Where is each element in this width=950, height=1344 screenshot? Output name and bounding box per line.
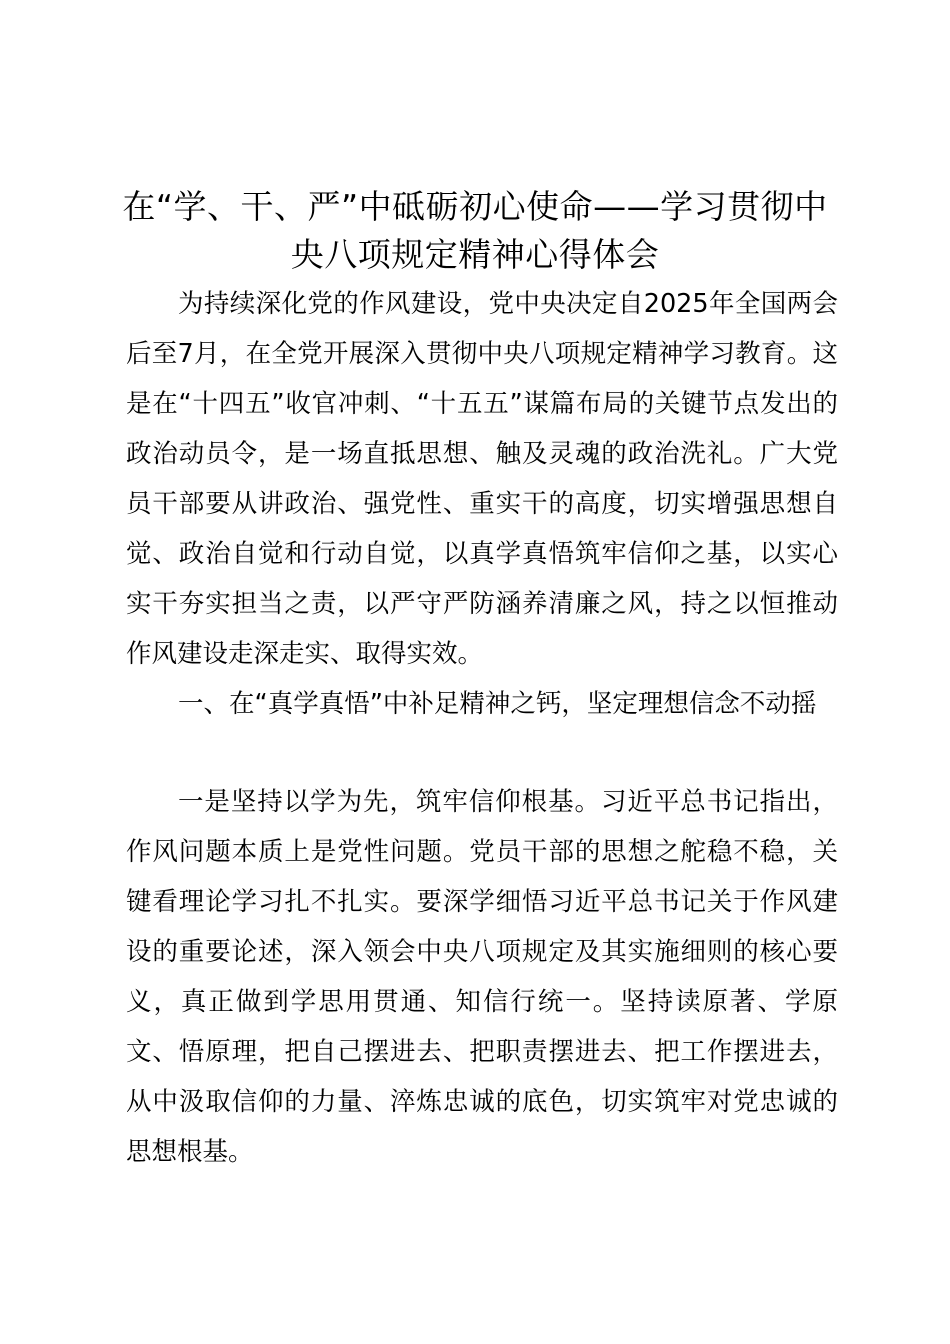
intro-paragraph: 为持续深化党的作风建设，党中央决定自2025年全国两会后至7月，在全党开展深入贯彻中央八项规定精神学习教育。这是在“十四五”收官冲刺、“十五五”谋篇布局的关键节点发出的政治动员令，是一场直抵思想、触及灵魂的政治洗礼。广大党员干部要从讲政治、强党性、重实干的高度，切实增强思想自觉、政治自觉和行动自觉，以真学真悟筑牢信仰之基，以实心实干夯实担当之责，以严守严防涵养清廉之风，持之以恒推动作风建设走深走实、取得实效。 [126,289,838,669]
document-title: 在“学、干、严”中砥砺初心使命——学习贯彻中央八项规定精神心得体会 [122,187,828,274]
section-heading-1: 一、在“真学真悟”中补足精神之钙，坚定理想信念不动摇 [178,689,817,719]
body-paragraph: 一是坚持以学为先，筑牢信仰根基。习近平总书记指出，作风问题本质上是党性问题。党员干部的思想之舵稳不稳，关键看理论学习扎不扎实。要深学细悟习近平总书记关于作风建设的重要论述，深入领会中央八项规定及其实施细则的核心要义，真正做到学思用贯通、知信行统一。坚持读原著、学原文、悟原理，把自己摆进去、把职责摆进去、把工作摆进去，从中汲取信仰的力量、淬炼忠诚的底色，切实筑牢对党忠诚的思想根基。 [126,787,838,1167]
